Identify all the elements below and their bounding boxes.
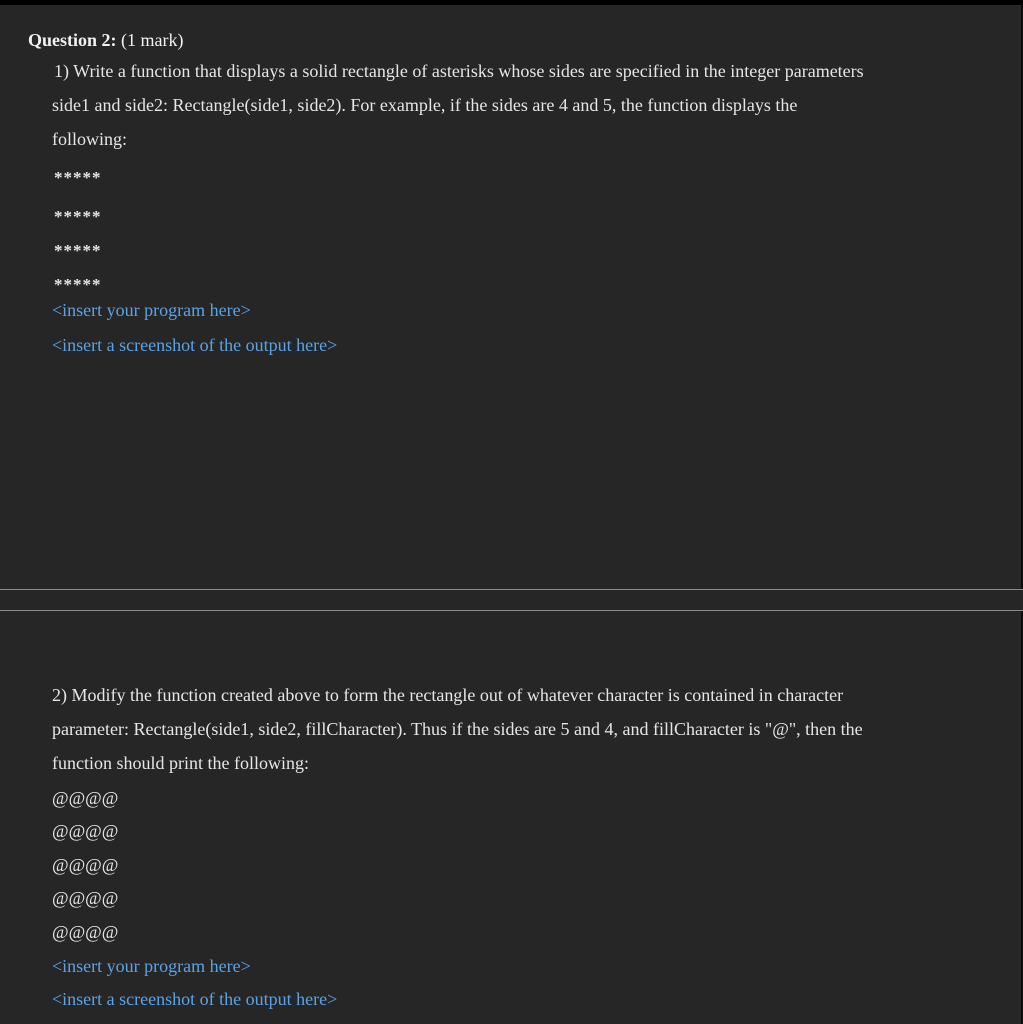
part1-output-row: ***** (54, 168, 102, 187)
part2-line-1: 2) Modify the function created above to form the rectangle out of whatever character is contained in character (52, 685, 844, 705)
part1-line-2: side1 and side2: Rectangle(side1, side2). For example, if the sides are 4 and 5, the function displays the (52, 95, 798, 115)
part2-line-3: function should print the following: (52, 753, 309, 773)
part1-line-1: 1) Write a function that displays a solid rectangle of asterisks whose sides are specified in the integer parameters (54, 61, 864, 81)
question-label: Question 2: (28, 30, 117, 50)
part1-output-row: ***** (54, 207, 102, 226)
section-divider-bottom (0, 610, 1023, 611)
part2-output-row: @@@@ (52, 855, 119, 875)
part2-output-row: @@@@ (52, 821, 119, 841)
part2-output-row: @@@@ (52, 788, 119, 808)
part1-output-row: ***** (54, 241, 102, 260)
part1-section (0, 5, 1021, 588)
part1-line-3: following: (52, 129, 127, 149)
part1-screenshot-placeholder[interactable]: <insert a screenshot of the output here> (52, 335, 338, 355)
part1-program-placeholder[interactable]: <insert your program here> (52, 300, 251, 320)
section-gap (0, 590, 1023, 610)
question-heading (28, 27, 184, 53)
part2-screenshot-placeholder[interactable]: <insert a screenshot of the output here> (52, 989, 338, 1009)
part2-line-2: parameter: Rectangle(side1, side2, fillCharacter). Thus if the sides are 5 and 4, and fillCharacter is "@", then the (52, 719, 863, 739)
part2-program-placeholder[interactable]: <insert your program here> (52, 956, 251, 976)
question-marks: (1 mark) (116, 30, 184, 50)
part2-output-row: @@@@ (52, 922, 119, 942)
part2-output-row: @@@@ (52, 888, 119, 908)
part1-output-row: ***** (54, 275, 102, 294)
